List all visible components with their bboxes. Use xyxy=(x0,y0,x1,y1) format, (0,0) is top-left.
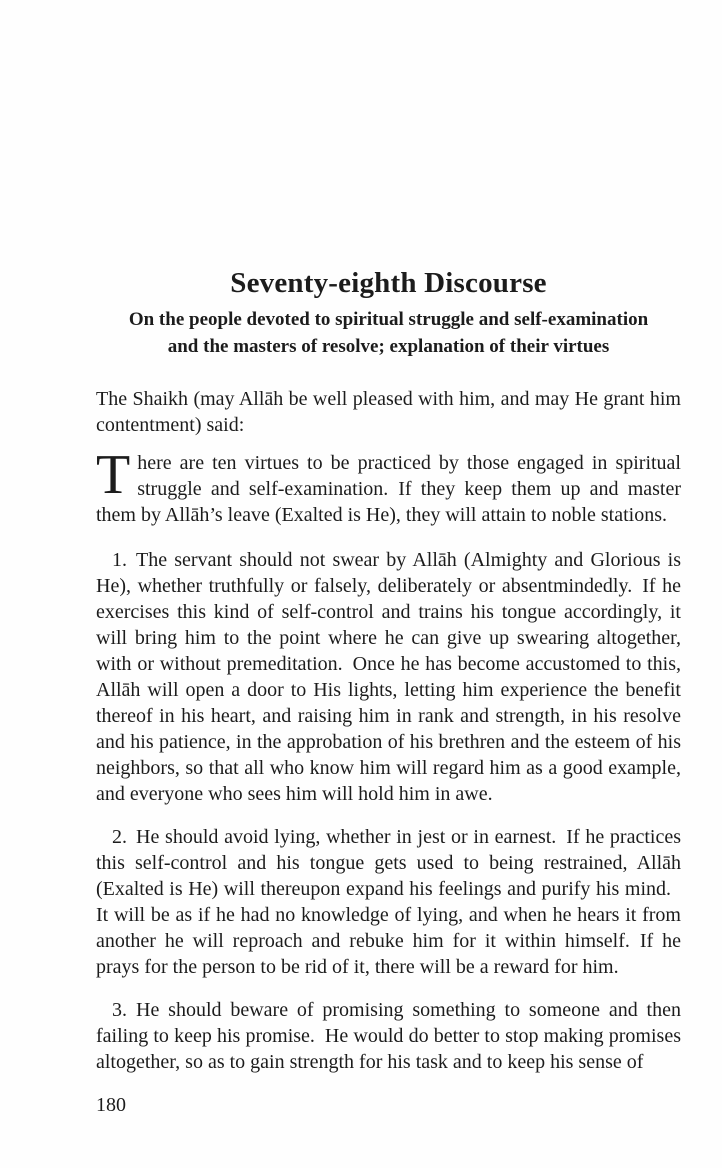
subtitle-line-2: and the masters of resolve; explanation of their virtues xyxy=(167,336,610,357)
subtitle-line-1: On the people devoted to spiritual struggle and self-examination xyxy=(128,309,649,330)
discourse-title: Seventy-eighth Discourse xyxy=(230,267,547,299)
item-number-3: 3. xyxy=(112,999,127,1021)
item-text-3: He should beware of promising something to someone and then failing to keep his promise. He would do better to stop making promises altogether, so as to gain strength for his task and to keep his sense of xyxy=(96,999,681,1073)
opening-paragraph xyxy=(96,444,681,528)
item-text-1: The servant should not swear by Allāh (Almighty and Glorious is He), whether truthfully or falsely, deliberately or absentmindedly. If he exercises this kind of self-control and trains his tongue accordingly, it will bring him to the point where he can give up swearing altogether, with or without premeditation. Once he has become accustomed to this, Allāh will open a door to His lights, letting him experience the benefit thereof in his heart, and raising him in rank and strength, in his resolve and his patience, in the approbation of his brethren and the esteem of his neighbors, so that all who know him will regard him as a good example, and everyone who sees him will hold him in awe. xyxy=(96,549,681,805)
item-number-2: 2. xyxy=(112,826,127,848)
virtue-item-3 xyxy=(96,997,681,1075)
virtue-item-1 xyxy=(96,547,681,807)
intro-paragraph: The Shaikh (may Allāh be well pleased with him, and may He grant him contentment) said: xyxy=(96,388,681,436)
virtue-item-2 xyxy=(96,824,681,980)
page-number: 180 xyxy=(96,1094,126,1116)
opening-text: here are ten virtues to be practiced by those engaged in spiritual struggle and self-examination. If they keep them up and master them by Allāh’s leave (Exalted is He), they will attain to noble stations. xyxy=(96,452,681,526)
discourse-subtitle xyxy=(96,306,681,360)
item-text-2: He should avoid lying, whether in jest or in earnest. If he practices this self-control and his tongue gets used to being restrained, Allāh (Exalted is He) will thereupon expand his feelings and purify his mind. It will be as if he had no knowledge of lying, and when he hears it from another he will reproach and rebuke him for it within himself. If he prays for the person to be rid of it, there will be a reward for him. xyxy=(96,826,681,978)
item-number-1: 1. xyxy=(112,549,127,571)
drop-cap: T xyxy=(96,444,131,506)
